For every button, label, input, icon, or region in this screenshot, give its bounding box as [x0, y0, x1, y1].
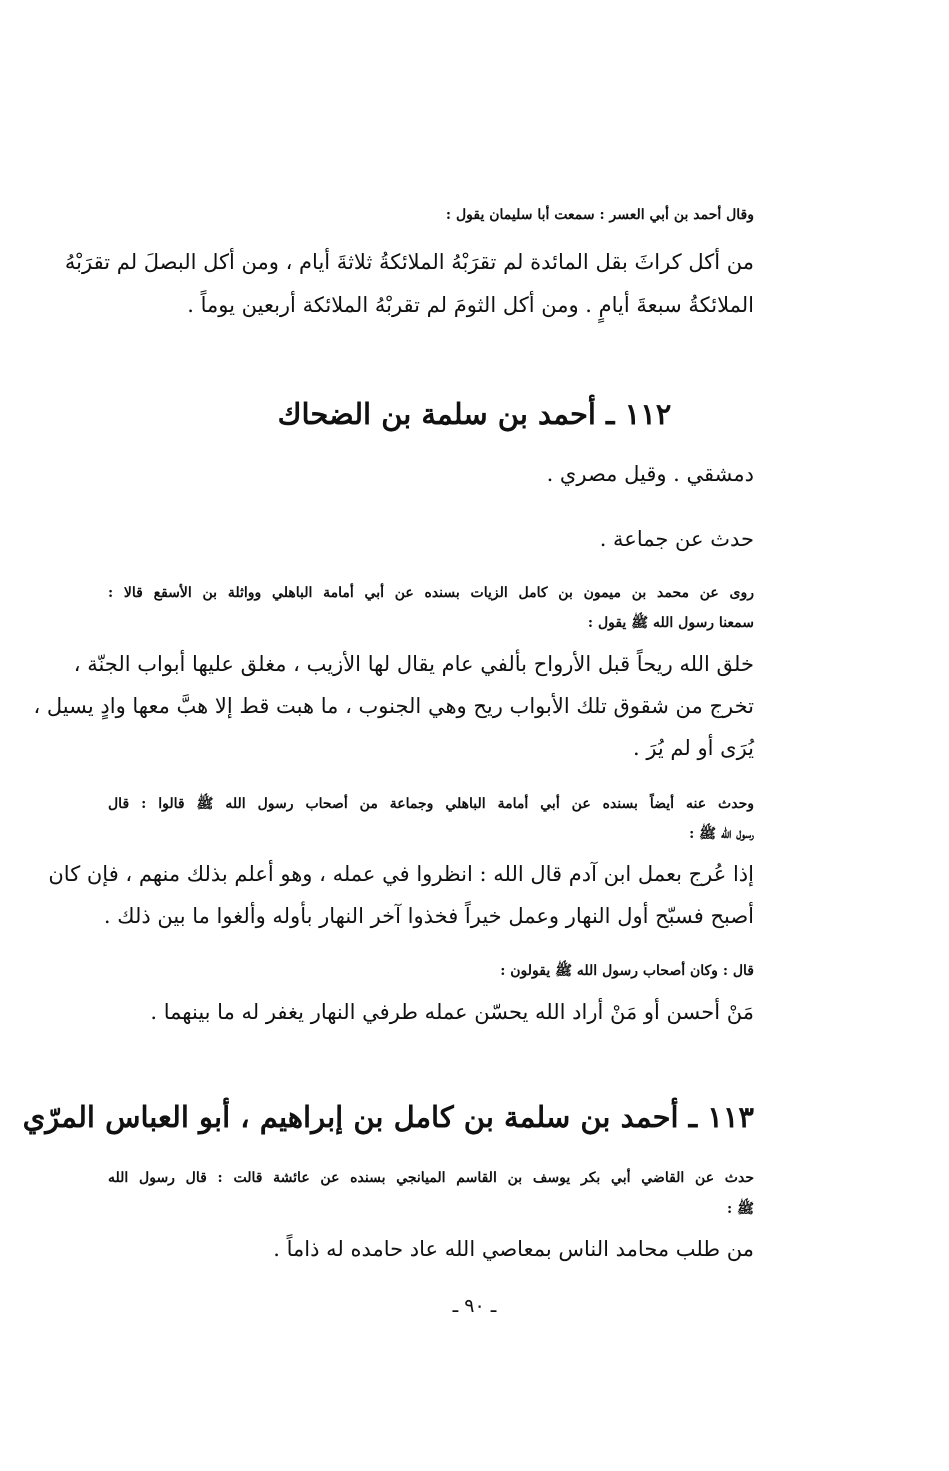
- entry-113-heading: ١١٣ ـ أحمد بن سلمة بن كامل بن إبراهيم ، أبو العباس المرّي: [22, 1100, 754, 1134]
- entry-113-hadith: من طلب محامد الناس بمعاصي الله عاد حامده له ذاماً .: [273, 1237, 754, 1261]
- entry-112-origin: دمشقي . وقيل مصري .: [546, 462, 754, 486]
- entry-112-isnad-1-line-1: روى عن محمد بن ميمون بن كامل الزيات بسنده عن أبي أمامة الباهلي وواثلة بن الأسقع قالا :: [108, 585, 754, 601]
- entry-112-saying: مَنْ أحسن أو مَنْ أراد الله يحسّن عمله طرفي النهار يغفر له ما بينهما .: [150, 1000, 754, 1024]
- entry-112-hadith-2-line-1: إذا عُرج بعمل ابن آدم قال الله : انظروا في عمله ، وهو أعلم بذلك منهم ، فإن كان: [48, 862, 754, 886]
- entry-112-isnad-2-line-1: وحدث عنه أيضاً بسنده عن أبي أمامة الباهلي وجماعة من أصحاب رسول الله ﷺ قالوا : قال: [108, 796, 754, 812]
- entry-111-intro: وقال أحمد بن أبي العسر : سمعت أبا سليمان يقول :: [445, 207, 754, 223]
- entry-112-narrated: حدث عن جماعة .: [599, 527, 754, 551]
- entry-112-hadith-1-line-2: تخرج من شقوق تلك الأبواب ريح وهي الجنوب ، ما هبت قط إلا هبَّ معها وادٍ يسيل ،: [33, 694, 754, 718]
- entry-112-isnad-2-line-2: رسول الله ﷺ :: [689, 826, 754, 842]
- entry-111-quote-line-1: من أكل كراثَ بقل المائدة لم تقرَبْهُ الملائكةُ ثلاثةَ أيام ، ومن أكل البصلَ لم تقرَبْهُ: [64, 250, 754, 274]
- entry-112-hadith-1-line-1: خلق الله ريحاً قبل الأرواح بألفي عام يقال لها الأزيب ، مغلق عليها أبواب الجنّة ،: [73, 652, 754, 676]
- entry-112-hadith-2-line-2: أصبح فسبّح أول النهار وعمل خيراً فخذوا آخر النهار بأوله وألغوا ما بين ذلك .: [103, 904, 754, 928]
- entry-113-isnad-line-2: ﷺ :: [727, 1201, 754, 1217]
- page-number: ـ ٩٠ ـ: [452, 1295, 497, 1317]
- entry-112-isnad-3: قال : وكان أصحاب رسول الله ﷺ يقولون :: [500, 963, 754, 979]
- entry-112-isnad-1-line-2: سمعنا رسول الله ﷺ يقول :: [587, 615, 754, 631]
- entry-112-hadith-1-line-3: يُرَى أو لم يُرَ .: [632, 736, 754, 760]
- entry-113-isnad-line-1: حدث عن القاضي أبي بكر يوسف بن القاسم الميانجي بسنده عن عائشة قالت : قال رسول الله: [108, 1170, 754, 1186]
- entry-111-quote-line-2: الملائكةُ سبعةَ أيامٍ . ومن أكل الثومَ لم تقربْهُ الملائكة أربعين يوماً .: [187, 293, 754, 317]
- entry-112-heading: ١١٢ ـ أحمد بن سلمة بن الضحاك: [277, 397, 672, 431]
